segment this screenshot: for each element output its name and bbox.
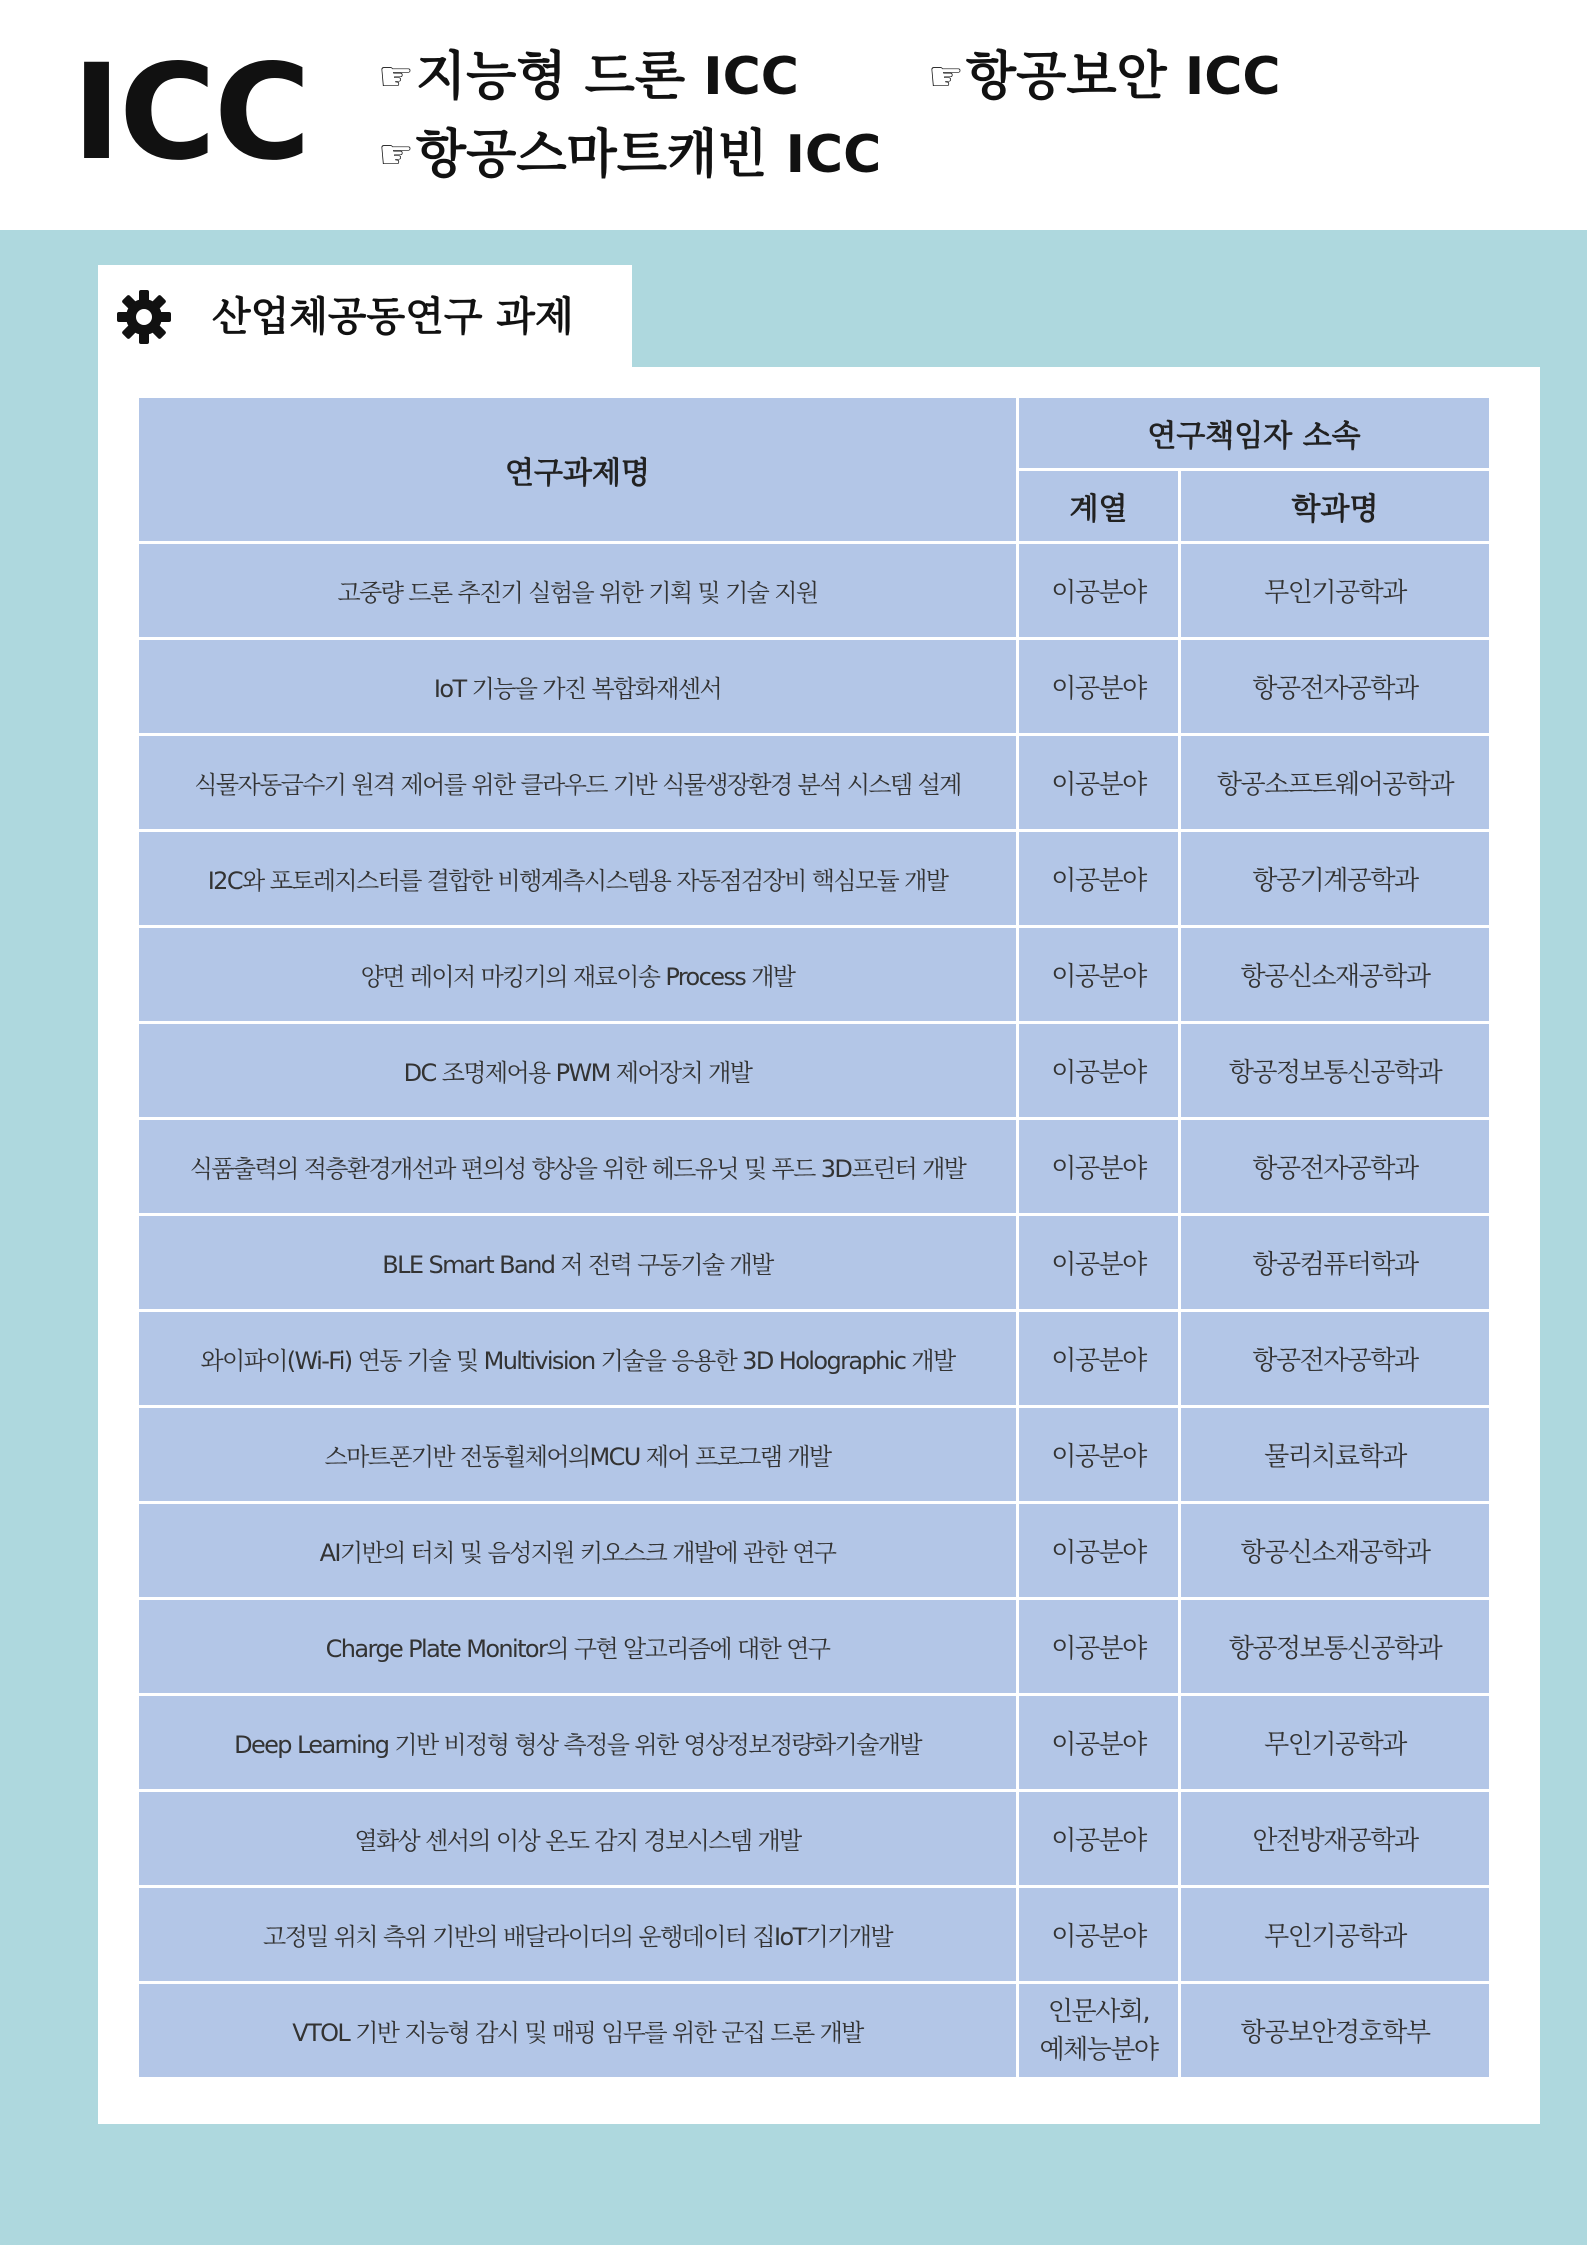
project-title-cell: Charge Plate Monitor의 구현 알고리즘에 대한 연구 (138, 1599, 1018, 1695)
table-row (138, 1887, 1491, 1983)
dept-cell: 항공정보통신공학과 (1180, 1023, 1491, 1119)
field-line: 예체능분야 (1039, 2034, 1158, 2065)
link-label: 항공스마트캐빈 ICC (415, 125, 882, 185)
field-cell: 이공분야 (1018, 543, 1180, 639)
link-label: 지능형 드론 ICC (415, 47, 799, 107)
section-tab (98, 265, 632, 369)
dept-cell: 항공전자공학과 (1180, 639, 1491, 735)
header-dept: 학과명 (1180, 470, 1491, 543)
project-title-cell: VTOL 기반 지능형 감시 및 매핑 임무를 위한 군집 드론 개발 (138, 1983, 1018, 2079)
dept-cell: 항공소프트웨어공학과 (1180, 735, 1491, 831)
pointing-hand-icon: ☞ (928, 54, 964, 100)
link-drone-icc[interactable] (378, 42, 799, 112)
dept-cell: 무인기공학과 (1180, 1695, 1491, 1791)
field-cell: 이공분야 (1018, 639, 1180, 735)
field-cell: 이공분야 (1018, 1599, 1180, 1695)
table-row (138, 639, 1491, 735)
project-title-cell: 식품출력의 적층환경개선과 편의성 향상을 위한 헤드유닛 및 푸드 3D프린터 개발 (138, 1119, 1018, 1215)
table-row (138, 1119, 1491, 1215)
project-title-cell: 와이파이(Wi-Fi) 연동 기술 및 Multivision 기술을 응용한 3D Holographic 개발 (138, 1311, 1018, 1407)
field-cell: 이공분야 (1018, 1887, 1180, 1983)
project-title-cell: Deep Learning 기반 비정형 형상 측정을 위한 영상정보정량화기술개발 (138, 1695, 1018, 1791)
project-title-cell: BLE Smart Band 저 전력 구동기술 개발 (138, 1215, 1018, 1311)
link-smart-cabin-icc[interactable] (378, 120, 881, 190)
dept-cell: 항공기계공학과 (1180, 831, 1491, 927)
field-cell: 이공분야 (1018, 1503, 1180, 1599)
page-header (0, 0, 1587, 230)
field-cell: 이공분야 (1018, 1695, 1180, 1791)
project-title-cell: 고정밀 위치 측위 기반의 배달라이더의 운행데이터 집IoT기기개발 (138, 1887, 1018, 1983)
project-title-cell: 양면 레이저 마킹기의 재료이송 Process 개발 (138, 927, 1018, 1023)
field-cell: 이공분야 (1018, 831, 1180, 927)
dept-cell: 무인기공학과 (1180, 1887, 1491, 1983)
link-aviation-security-icc[interactable] (928, 42, 1281, 112)
table-row (138, 1983, 1491, 2079)
table-row (138, 1599, 1491, 1695)
project-title-cell: IoT 기능을 가진 복합화재센서 (138, 639, 1018, 735)
pointing-hand-icon: ☞ (378, 54, 414, 100)
field-cell: 이공분야 (1018, 1119, 1180, 1215)
pointing-hand-icon: ☞ (378, 132, 414, 178)
dept-cell: 항공신소재공학과 (1180, 927, 1491, 1023)
project-title-cell: 열화상 센서의 이상 온도 감지 경보시스템 개발 (138, 1791, 1018, 1887)
project-title-cell: 고중량 드론 추진기 실험을 위한 기획 및 기술 지원 (138, 543, 1018, 639)
project-title-cell: 스마트폰기반 전동휠체어의MCU 제어 프로그램 개발 (138, 1407, 1018, 1503)
dept-cell: 물리치료학과 (1180, 1407, 1491, 1503)
project-title-cell: AI기반의 터치 및 음성지원 키오스크 개발에 관한 연구 (138, 1503, 1018, 1599)
dept-cell: 항공정보통신공학과 (1180, 1599, 1491, 1695)
field-cell: 이공분야 (1018, 1023, 1180, 1119)
table-row (138, 1503, 1491, 1599)
field-cell: 이공분야 (1018, 735, 1180, 831)
header-project-title: 연구과제명 (138, 397, 1018, 543)
content-panel (98, 367, 1540, 2124)
field-cell: 이공분야 (1018, 1791, 1180, 1887)
table-row (138, 1023, 1491, 1119)
field-cell: 이공분야 (1018, 1311, 1180, 1407)
table-row (138, 1311, 1491, 1407)
table-row (138, 927, 1491, 1023)
field-line: 인문사회, (1047, 1996, 1150, 2027)
icc-logo: ICC (72, 36, 309, 190)
table-row (138, 543, 1491, 639)
projects-table (136, 395, 1492, 2080)
dept-cell: 항공보안경호학부 (1180, 1983, 1491, 2079)
link-label: 항공보안 ICC (965, 47, 1281, 107)
project-title-cell: 식물자동급수기 원격 제어를 위한 클라우드 기반 식물생장환경 분석 시스템 설계 (138, 735, 1018, 831)
table-row (138, 1791, 1491, 1887)
field-cell: 이공분야 (1018, 1215, 1180, 1311)
dept-cell: 항공신소재공학과 (1180, 1503, 1491, 1599)
header-field: 계열 (1018, 470, 1180, 543)
dept-cell: 항공전자공학과 (1180, 1119, 1491, 1215)
project-title-cell: I2C와 포토레지스터를 결합한 비행계측시스템용 자동점검장비 핵심모듈 개발 (138, 831, 1018, 927)
project-title-cell: DC 조명제어용 PWM 제어장치 개발 (138, 1023, 1018, 1119)
dept-cell: 안전방재공학과 (1180, 1791, 1491, 1887)
dept-cell: 항공컴퓨터학과 (1180, 1215, 1491, 1311)
table-row (138, 1215, 1491, 1311)
header-affiliation: 연구책임자 소속 (1018, 397, 1491, 470)
field-cell: 이공분야 (1018, 927, 1180, 1023)
dept-cell: 무인기공학과 (1180, 543, 1491, 639)
field-cell (1018, 1983, 1180, 2079)
table-row (138, 1695, 1491, 1791)
section-title: 산업체공동연구 과제 (212, 294, 574, 340)
gear-icon (114, 287, 174, 347)
dept-cell: 항공전자공학과 (1180, 1311, 1491, 1407)
table-row (138, 735, 1491, 831)
table-row (138, 831, 1491, 927)
table-row (138, 1407, 1491, 1503)
field-cell: 이공분야 (1018, 1407, 1180, 1503)
